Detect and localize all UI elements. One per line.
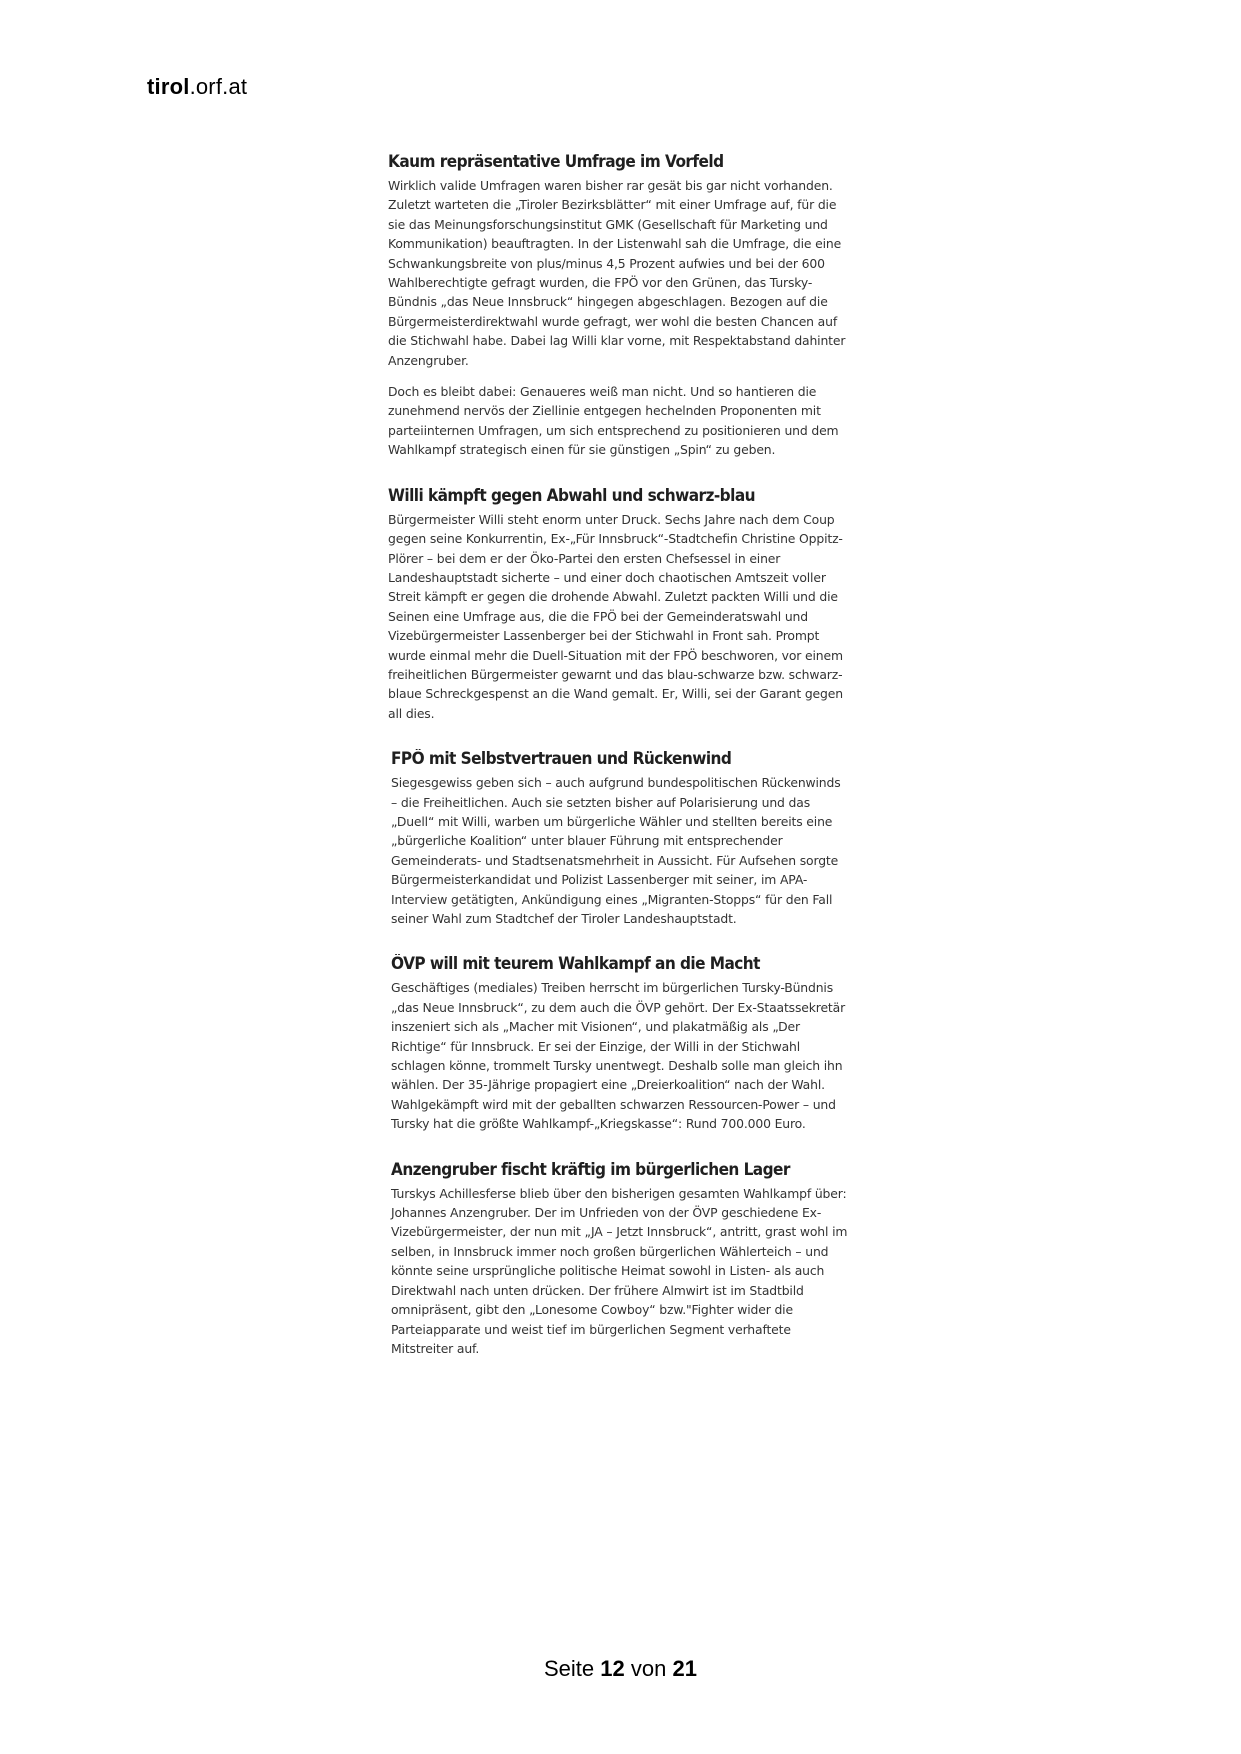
section-paragraph: Bürgermeister Willi steht enorm unter Druck. Sechs Jahre nach dem Coup gegen seine Konkurrentin, Ex-„Für Innsbruck“-Stadtchefin Christine Oppitz-Plörer – bei dem er der Öko-Partei den ersten Chefsessel in einer Landeshauptstadt sicherte – und einer doch chaotischen Amtszeit voller Streit kämpft er gegen die drohende Abwahl. Zuletzt packten Willi und die Seinen eine Umfrage aus, die die FPÖ bei der Gemeinderatswahl und Vizebürgermeister Lassenberger bei der Stichwahl in Front sah. Prompt wurde einmal mehr die Duell-Situation mit der FPÖ beschworen, vor einem freiheitlichen Bürgermeister gewarnt und das blau-schwarze bzw. schwarz-blaue Schreckgespenst an die Wand gemalt. Er, Willi, sei der Garant gegen all dies.	[388, 511, 843, 721]
article-body	[388, 152, 850, 1358]
site-brand-strong: tirol	[147, 74, 190, 99]
section-paragraph: Turskys Achillesferse blieb über den bisherigen gesamten Wahlkampf über: Johannes Anzengruber. Der im Unfrieden von der ÖVP geschiedene Ex-Vizebürgermeister, der nun mit „JA – Jetzt Innsbruck“, antritt, grast wohl im selben, in Innsbruck immer noch großen bürgerlichen Wählerteich – und könnte seine ursprüngliche politische Heimat sowohl in Listen- als auch Direktwahl nach unten drücken. Der frühere Almwirt ist im Stadtbild omnipräsent, gibt den „Lonesome Cowboy“ bzw."Fighter wider die Parteiapparate und weist tief im bürgerlichen Segment verhaftete Mitstreiter auf.	[391, 1185, 848, 1356]
section-paragraph: Doch es bleibt dabei: Genaueres weiß man nicht. Und so hantieren die zunehmend nervös der Ziellinie entgegen hechelnden Proponenten mit parteiinternen Umfragen, um sich entsprechend zu positionieren und dem Wahlkampf strategisch einen für sie günstigen „Spin“ zu geben.	[388, 384, 839, 458]
page-label-prefix: Seite	[544, 1656, 595, 1681]
site-header	[147, 74, 247, 100]
article-section	[388, 1160, 850, 1359]
page-label-middle: von	[630, 1656, 667, 1681]
page-number-footer	[0, 1656, 1241, 1682]
section-heading: Willi kämpft gegen Abwahl und schwarz-blau	[388, 485, 755, 505]
section-paragraph: Geschäftiges (mediales) Treiben herrscht im bürgerlichen Tursky-Bündnis „das Neue Innsbruck“, zu dem auch die ÖVP gehört. Der Ex-Staatssekretär inszeniert sich als „Macher mit Visionen“, und plakatmäßig als „Der Richtige“ für Innsbruck. Er sei der Einzige, der Willi in der Stichwahl schlagen könne, trommelt Tursky unentwegt. Deshalb solle man gleich ihn wählen. Der 35-Jährige propagiert eine „Dreierkoalition“ nach der Wahl. Wahlgekämpft wird mit der geballten schwarzen Ressourcen-Power – und Tursky hat die größte Wahlkampf-„Kriegskasse“: Rund 700.000 Euro.	[391, 980, 846, 1132]
section-heading: Kaum repräsentative Umfrage im Vorfeld	[388, 152, 724, 171]
article-section	[388, 486, 850, 723]
current-page-number: 12	[600, 1656, 625, 1681]
total-page-count: 21	[672, 1656, 697, 1681]
article-section	[388, 152, 850, 460]
section-heading: ÖVP will mit teurem Wahlkampf an die Macht	[391, 954, 760, 974]
article-section	[388, 749, 850, 928]
section-paragraph: Siegesgewiss geben sich – auch aufgrund bundespolitischen Rückenwinds – die Freiheitlichen. Auch sie setzten bisher auf Polarisierung und das „Duell“ mit Willi, warben um bürgerliche Wähler und stellten bereits eine „bürgerliche Koalition“ unter blauer Führung mit entsprechender Gemeinderats- und Stadtsenatsmehrheit in Aussicht. Für Aufsehen sorgte Bürgermeisterkandidat und Polizist Lassenberger mit seiner, im APA-Interview getätigten, Ankündigung eines „Migranten-Stopps“ für den Fall seiner Wahl zum Stadtchef der Tiroler Landeshauptstadt.	[391, 775, 841, 926]
section-paragraph: Wirklich valide Umfragen waren bisher rar gesät bis gar nicht vorhanden. Zuletzt warteten die „Tiroler Bezirksblätter“ mit einer Umfrage auf, für die sie das Meinungsforschungsinstitut GMK (Gesellschaft für Marketing und Kommunikation) beauftragten. In der Listenwahl sah die Umfrage, die eine Schwankungsbreite von plus/minus 4,5 Prozent aufwies und bei der 600 Wahlberechtigte gefragt wurden, die FPÖ vor den Grünen, das Tursky-Bündnis „das Neue Innsbruck“ hingegen abgeschlagen. Bezogen auf die Bürgermeisterdirektwahl wurde gefragt, wer wohl die besten Chancen auf die Stichwahl habe. Dabei lag Willi klar vorne, mit Respektabstand dahinter Anzengruber.	[388, 178, 846, 368]
section-heading: Anzengruber fischt kräftig im bürgerlichen Lager	[391, 1159, 790, 1179]
site-brand-rest: .orf.at	[189, 74, 248, 99]
section-heading: FPÖ mit Selbstvertrauen und Rückenwind	[391, 749, 732, 769]
article-section	[388, 954, 850, 1133]
